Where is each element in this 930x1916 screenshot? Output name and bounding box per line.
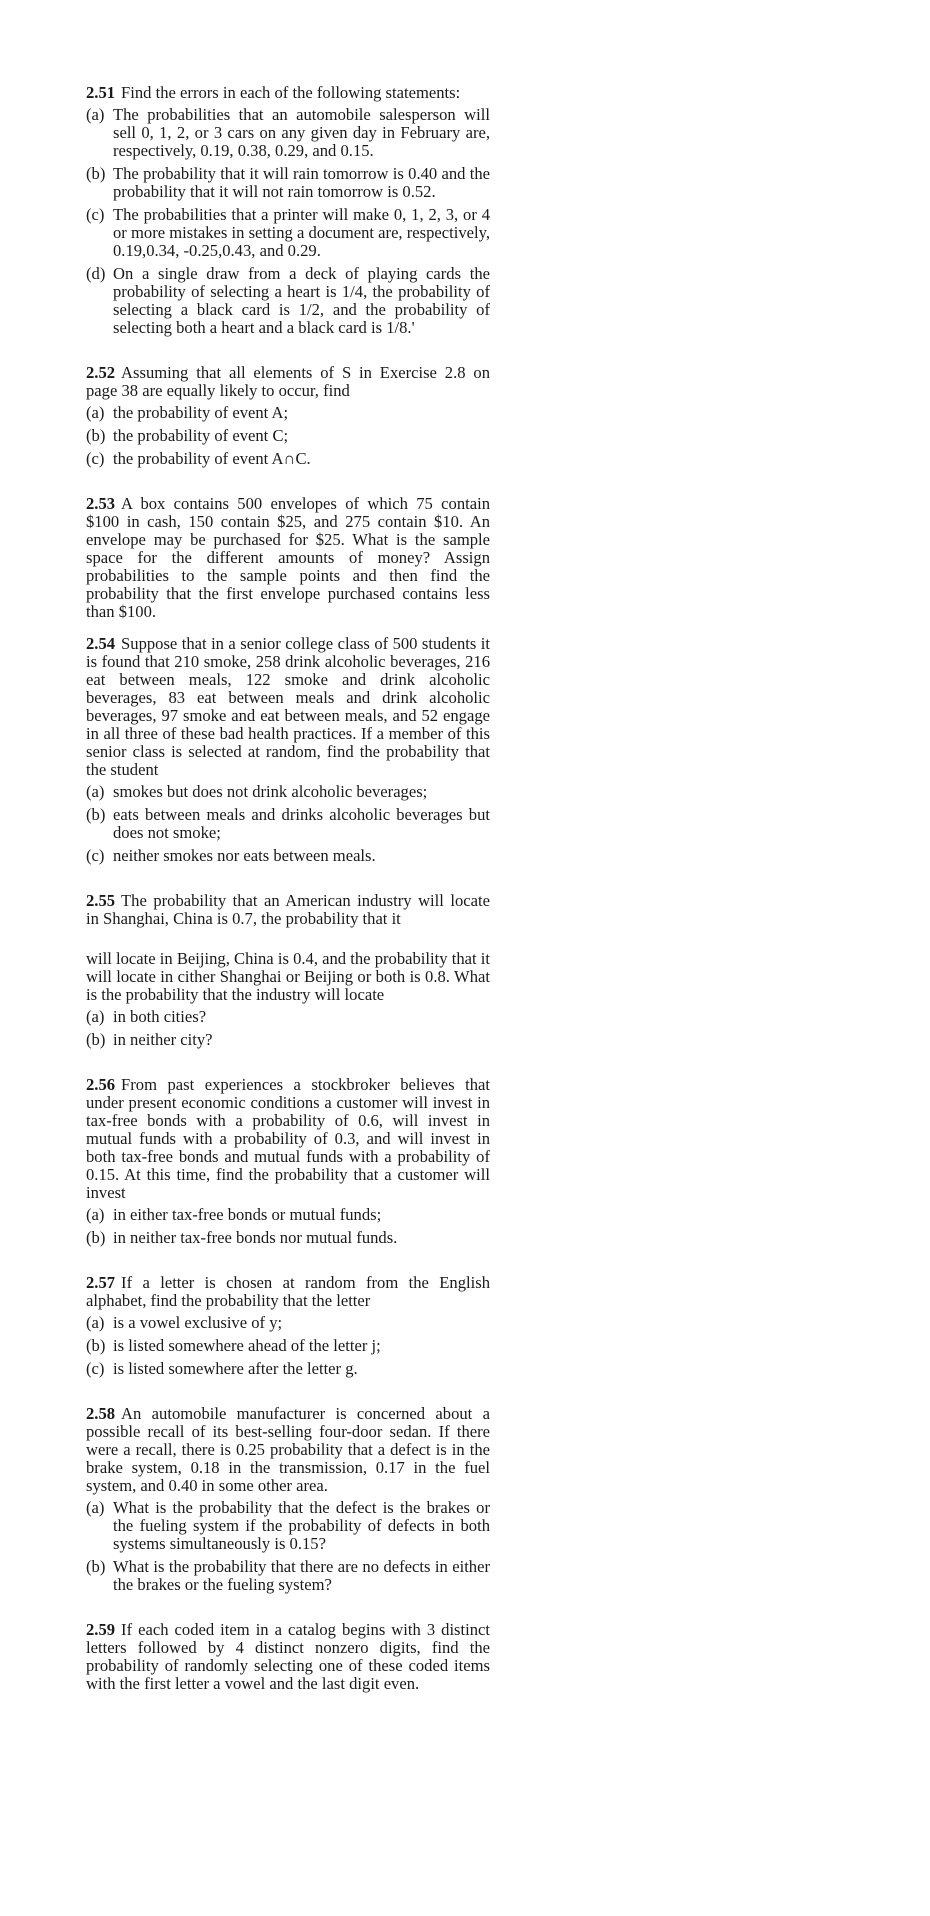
exercise-parts xyxy=(86,1499,490,1594)
part-text: in both cities? xyxy=(113,1007,207,1026)
exercise-part xyxy=(86,1337,490,1355)
exercise-number: 2.57 xyxy=(86,1273,116,1292)
exercise-parts xyxy=(86,106,490,337)
exercise-2-51 xyxy=(86,84,490,337)
part-text: the probability of event A∩C. xyxy=(113,449,311,468)
part-label: (b) xyxy=(86,1336,106,1355)
exercise-parts xyxy=(86,783,490,865)
exercise-2-56 xyxy=(86,1076,490,1247)
exercise-part xyxy=(86,847,490,865)
part-label: (c) xyxy=(86,846,105,865)
part-label: (b) xyxy=(86,426,106,445)
part-label: (c) xyxy=(86,1359,105,1378)
exercise-part xyxy=(86,165,490,201)
exercise-text: A box contains 500 envelopes of which 75 contain $100 in cash, 150 contain $25, and 275 contain $10. An envelope may be purchased for $25. What is the sample space for the different amounts of money? Assign probabilities to the sample points and then find the probability that the first envelope purchased contains less than $100. xyxy=(86,494,490,621)
exercise-part xyxy=(86,1031,490,1049)
part-text: The probabilities that a printer will make 0, 1, 2, 3, or 4 or more mistakes in setting a document are, respectively, 0.19,0.34, -0.25,0.43, and 0.29. xyxy=(113,205,490,260)
part-label: (c) xyxy=(86,205,105,224)
exercise-text: Suppose that in a senior college class of 500 students it is found that 210 smoke, 258 drink alcoholic beverages, 216 eat between meals, 122 smoke and drink alcoholic beverages, 83 eat between meals and drink alcoholic beverages, 97 smoke and eat between meals, and 52 engage in all three of these bad health practices. If a member of this senior class is selected at random, find the probability that the student xyxy=(86,634,490,779)
exercise-parts xyxy=(86,404,490,468)
exercise-2-53 xyxy=(86,495,490,621)
part-text: is listed somewhere after the letter g. xyxy=(113,1359,358,1378)
part-label: (d) xyxy=(86,264,106,283)
exercise-number: 2.51 xyxy=(86,83,116,102)
part-label: (c) xyxy=(86,449,105,468)
exercise-part xyxy=(86,783,490,801)
exercise-number: 2.54 xyxy=(86,634,116,653)
exercise-parts xyxy=(86,1206,490,1247)
exercise-2-58 xyxy=(86,1405,490,1594)
part-label: (b) xyxy=(86,1557,106,1576)
part-text: the probability of event A; xyxy=(113,403,289,422)
exercise-text: Assuming that all elements of S in Exercise 2.8 on page 38 are equally likely to occur, find xyxy=(86,363,490,400)
part-text: What is the probability that there are no defects in either the brakes or the fueling system? xyxy=(113,1557,490,1594)
exercise-part xyxy=(86,1558,490,1594)
exercise-number: 2.53 xyxy=(86,494,116,513)
exercise-text: The probability that an American industry will locate in Shanghai, China is 0.7, the probability that it xyxy=(86,891,490,928)
exercise-text: An automobile manufacturer is concerned about a possible recall of its best-selling four-door sedan. If there were a recall, there is 0.25 probability that a defect is in the brake system, 0.18 in the transmission, 0.17 in the fuel system, and 0.40 in some other area. xyxy=(86,1404,490,1495)
exercise-part xyxy=(86,1314,490,1332)
exercise-part xyxy=(86,1360,490,1378)
part-text: in neither tax-free bonds nor mutual funds. xyxy=(113,1228,398,1247)
exercise-2-52 xyxy=(86,364,490,468)
part-label: (a) xyxy=(86,1498,105,1517)
part-text: eats between meals and drinks alcoholic beverages but does not smoke; xyxy=(113,805,490,842)
part-label: (b) xyxy=(86,1228,106,1247)
exercise-part xyxy=(86,106,490,160)
exercise-part xyxy=(86,265,490,337)
exercise-2-55 xyxy=(86,892,490,1049)
exercise-2-57 xyxy=(86,1274,490,1378)
part-label: (b) xyxy=(86,805,106,824)
part-text: On a single draw from a deck of playing cards the probability of selecting a heart is 1/4, the probability of selecting a black card is 1/2, and the probability of selecting both a heart and a black card is 1/8.' xyxy=(113,264,490,337)
exercise-text: If each coded item in a catalog begins with 3 distinct letters followed by 4 distinct nonzero digits, find the probability of randomly selecting one of these coded items with the first letter a vowel and the last digit even. xyxy=(86,1620,490,1693)
exercise-part xyxy=(86,1229,490,1247)
exercise-number: 2.56 xyxy=(86,1075,116,1094)
exercise-part xyxy=(86,1499,490,1553)
part-label: (a) xyxy=(86,1313,105,1332)
exercise-part xyxy=(86,404,490,422)
part-label: (a) xyxy=(86,782,105,801)
part-text: is listed somewhere ahead of the letter j; xyxy=(113,1336,381,1355)
exercise-part xyxy=(86,450,490,468)
exercise-column xyxy=(86,84,490,1693)
part-label: (b) xyxy=(86,164,106,183)
exercise-number: 2.52 xyxy=(86,363,116,382)
exercise-parts xyxy=(86,1314,490,1378)
part-text: What is the probability that the defect is the brakes or the fueling system if the probability of defects in both systems simultaneously is 0.15? xyxy=(113,1498,490,1553)
part-label: (a) xyxy=(86,105,105,124)
part-text: the probability of event C; xyxy=(113,426,289,445)
part-label: (a) xyxy=(86,1205,105,1224)
exercise-part xyxy=(86,1008,490,1026)
exercise-text: From past experiences a stockbroker believes that under present economic conditions a customer will invest in tax-free bonds with a probability of 0.6, will invest in mutual funds with a probability of 0.3, and will invest in both tax-free bonds and mutual funds with a probability of 0.15. At this time, find the probability that a customer will invest xyxy=(86,1075,490,1202)
exercise-text-continued: will locate in Beijing, China is 0.4, and the probability that it will locate in cither Shanghai or Beijing or both is 0.8. What is the probability that the industry will locate xyxy=(86,949,490,1004)
part-text: The probabilities that an automobile salesperson will sell 0, 1, 2, or 3 cars on any given day in February are, respectively, 0.19, 0.38, 0.29, and 0.15. xyxy=(113,105,490,160)
exercise-2-59 xyxy=(86,1621,490,1693)
exercise-text: If a letter is chosen at random from the English alphabet, find the probability that the letter xyxy=(86,1273,490,1310)
exercise-2-54 xyxy=(86,635,490,865)
exercise-part xyxy=(86,1206,490,1224)
part-text: is a vowel exclusive of y; xyxy=(113,1313,283,1332)
exercise-parts xyxy=(86,1008,490,1049)
part-text: The probability that it will rain tomorrow is 0.40 and the probability that it will not rain tomorrow is 0.52. xyxy=(113,164,490,201)
exercise-number: 2.59 xyxy=(86,1620,116,1639)
exercise-part xyxy=(86,806,490,842)
part-label: (a) xyxy=(86,403,105,422)
part-text: neither smokes nor eats between meals. xyxy=(113,846,376,865)
part-label: (a) xyxy=(86,1007,105,1026)
exercise-number: 2.58 xyxy=(86,1404,116,1423)
part-text: in neither city? xyxy=(113,1030,213,1049)
part-label: (b) xyxy=(86,1030,106,1049)
exercise-number: 2.55 xyxy=(86,891,116,910)
exercise-text: Find the errors in each of the following statements: xyxy=(121,83,461,102)
part-text: smokes but does not drink alcoholic beverages; xyxy=(113,782,428,801)
part-text: in either tax-free bonds or mutual funds; xyxy=(113,1205,382,1224)
exercise-part xyxy=(86,427,490,445)
exercise-part xyxy=(86,206,490,260)
